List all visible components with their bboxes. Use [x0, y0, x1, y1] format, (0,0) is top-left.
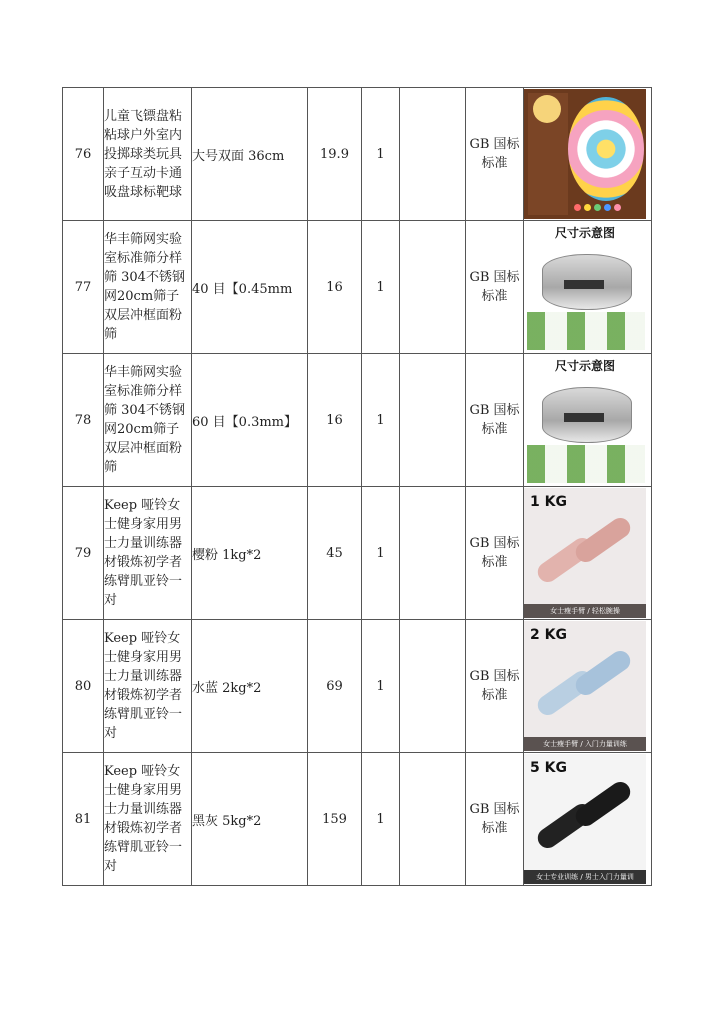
photo-title: 2 KG	[530, 627, 567, 643]
product-spec: 40 目【0.45mm	[192, 221, 308, 354]
table-row	[63, 354, 652, 487]
empty-cell	[400, 753, 466, 886]
product-spec: 水蓝 2kg*2	[192, 620, 308, 753]
table-row	[63, 753, 652, 886]
table-row	[63, 620, 652, 753]
product-photo-cell	[524, 487, 652, 620]
quantity: 1	[362, 354, 400, 487]
empty-cell	[400, 221, 466, 354]
dartboard-product-photo	[524, 89, 646, 219]
standard: GB 国标标准	[466, 487, 524, 620]
row-number: 80	[63, 620, 104, 753]
product-photo-cell	[524, 221, 652, 354]
unit-price: 19.9	[308, 88, 362, 221]
empty-cell	[400, 620, 466, 753]
photo-caption: 女士瘦手臂 / 入门力量训练	[524, 737, 646, 751]
photo-title: 尺寸示意图	[554, 226, 615, 240]
product-name: Keep 哑铃女士健身家用男士力量训练器材锻炼初学者练臂肌亚铃一对	[104, 620, 192, 753]
product-spec: 60 目【0.3mm】	[192, 354, 308, 487]
product-name: 儿童飞镖盘粘粘球户外室内投掷球类玩具亲子互动卡通吸盘球标靶球	[104, 88, 192, 221]
product-name: Keep 哑铃女士健身家用男士力量训练器材锻炼初学者练臂肌亚铃一对	[104, 753, 192, 886]
row-number: 77	[63, 221, 104, 354]
product-name: Keep 哑铃女士健身家用男士力量训练器材锻炼初学者练臂肌亚铃一对	[104, 487, 192, 620]
dumbbell-black-photo	[524, 754, 646, 884]
product-table	[62, 87, 652, 886]
product-name: 华丰筛网实验室标准筛分样筛 304不锈钢网20cm筛子双层冲框面粉筛	[104, 221, 192, 354]
sieve-product-photo	[524, 222, 646, 352]
dumbbell-blue-photo	[524, 621, 646, 751]
sieve-product-photo	[524, 355, 646, 485]
product-photo-cell	[524, 88, 652, 221]
row-number: 78	[63, 354, 104, 487]
unit-price: 45	[308, 487, 362, 620]
photo-title: 1 KG	[530, 494, 567, 510]
empty-cell	[400, 487, 466, 620]
product-photo-cell	[524, 753, 652, 886]
photo-caption: 女士瘦手臂 / 轻松腕操	[524, 604, 646, 618]
product-name: 华丰筛网实验室标准筛分样筛 304不锈钢网20cm筛子双层冲框面粉筛	[104, 354, 192, 487]
table-row	[63, 487, 652, 620]
standard: GB 国标标准	[466, 753, 524, 886]
row-number: 76	[63, 88, 104, 221]
table-row	[63, 221, 652, 354]
standard: GB 国标标准	[466, 88, 524, 221]
photo-title: 5 KG	[530, 760, 567, 776]
unit-price: 159	[308, 753, 362, 886]
unit-price: 69	[308, 620, 362, 753]
empty-cell	[400, 88, 466, 221]
product-spec: 樱粉 1kg*2	[192, 487, 308, 620]
dumbbell-pink-photo	[524, 488, 646, 618]
standard: GB 国标标准	[466, 354, 524, 487]
row-number: 79	[63, 487, 104, 620]
standard: GB 国标标准	[466, 221, 524, 354]
row-number: 81	[63, 753, 104, 886]
unit-price: 16	[308, 354, 362, 487]
photo-title: 尺寸示意图	[554, 359, 615, 373]
table-row	[63, 88, 652, 221]
quantity: 1	[362, 487, 400, 620]
product-photo-cell	[524, 354, 652, 487]
product-photo-cell	[524, 620, 652, 753]
product-spec: 黑灰 5kg*2	[192, 753, 308, 886]
quantity: 1	[362, 88, 400, 221]
quantity: 1	[362, 620, 400, 753]
quantity: 1	[362, 753, 400, 886]
unit-price: 16	[308, 221, 362, 354]
photo-caption: 女士专业训练 / 男士入门力量训	[524, 870, 646, 884]
product-spec: 大号双面 36cm	[192, 88, 308, 221]
empty-cell	[400, 354, 466, 487]
standard: GB 国标标准	[466, 620, 524, 753]
quantity: 1	[362, 221, 400, 354]
